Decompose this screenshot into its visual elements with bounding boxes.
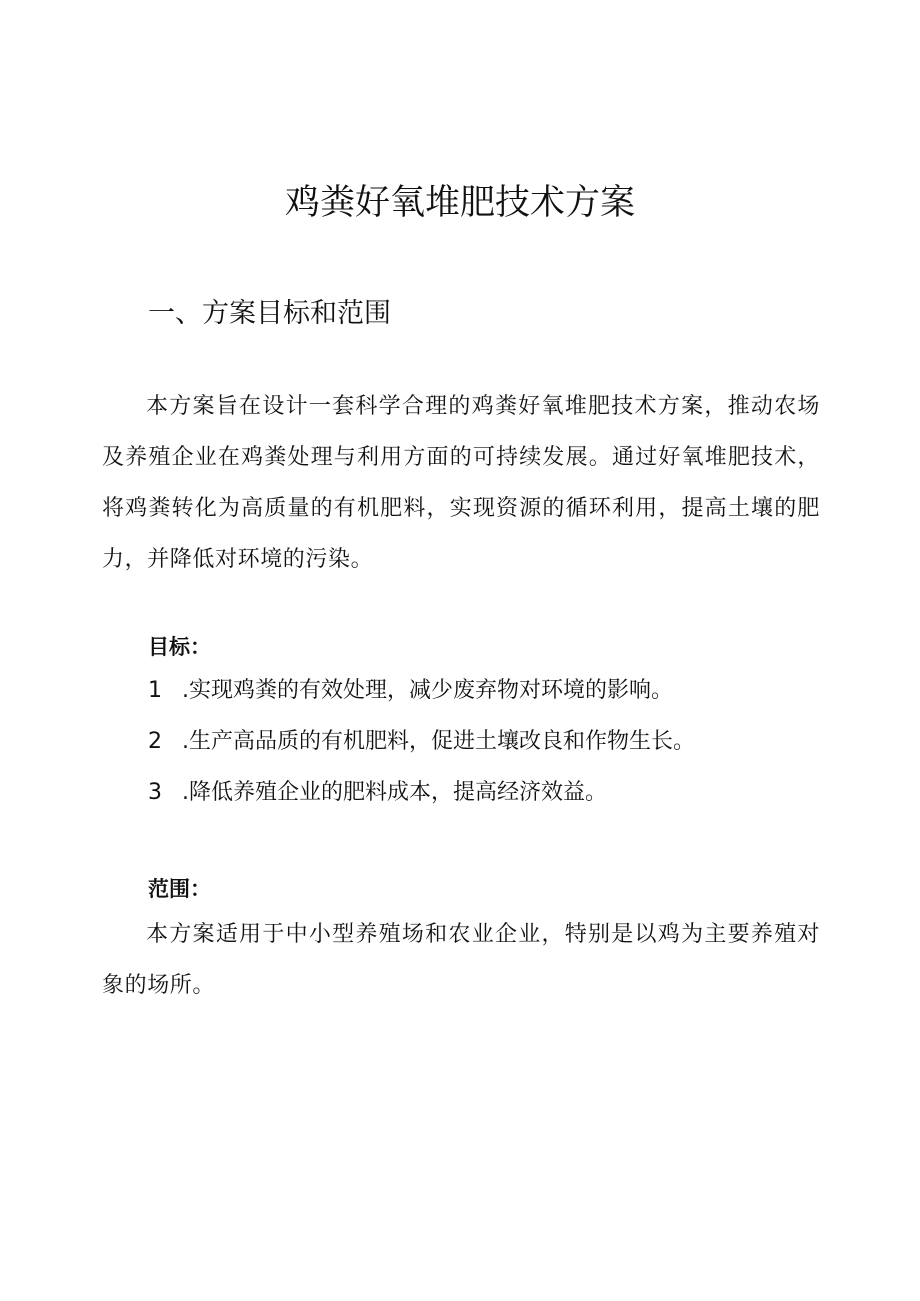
document-title: 鸡粪好氧堆肥技术方案	[284, 183, 635, 223]
list-item	[148, 665, 695, 716]
goals-label: 目标：	[148, 635, 211, 659]
list-item-text: .生产高品质的有机肥料，促进土壤改良和作物生长。	[182, 729, 695, 754]
list-item	[148, 767, 695, 818]
list-item-number: 2	[148, 729, 162, 754]
list-item-text: .降低养殖企业的肥料成本，提高经济效益。	[182, 780, 607, 805]
list-item	[148, 716, 695, 767]
list-item-text: .实现鸡粪的有效处理，减少废弃物对环境的影响。	[182, 678, 673, 703]
list-item-number: 1	[148, 678, 162, 703]
scope-paragraph: 本方案适用于中小型养殖场和农业企业，特别是以鸡为主要养殖对象的场所。	[102, 922, 820, 998]
scope-label: 范围：	[148, 877, 211, 901]
intro-paragraph: 本方案旨在设计一套科学合理的鸡粪好氧堆肥技术方案，推动农场及养殖企业在鸡粪处理与利用方面的可持续发展。通过好氧堆肥技术，将鸡粪转化为高质量的有机肥料，实现资源的循环利用，提高土壤的肥力，并降低对环境的污染。	[102, 394, 820, 572]
goals-list	[148, 665, 695, 818]
section-heading: 一、方案目标和范围	[148, 298, 391, 329]
list-item-number: 3	[148, 780, 162, 805]
